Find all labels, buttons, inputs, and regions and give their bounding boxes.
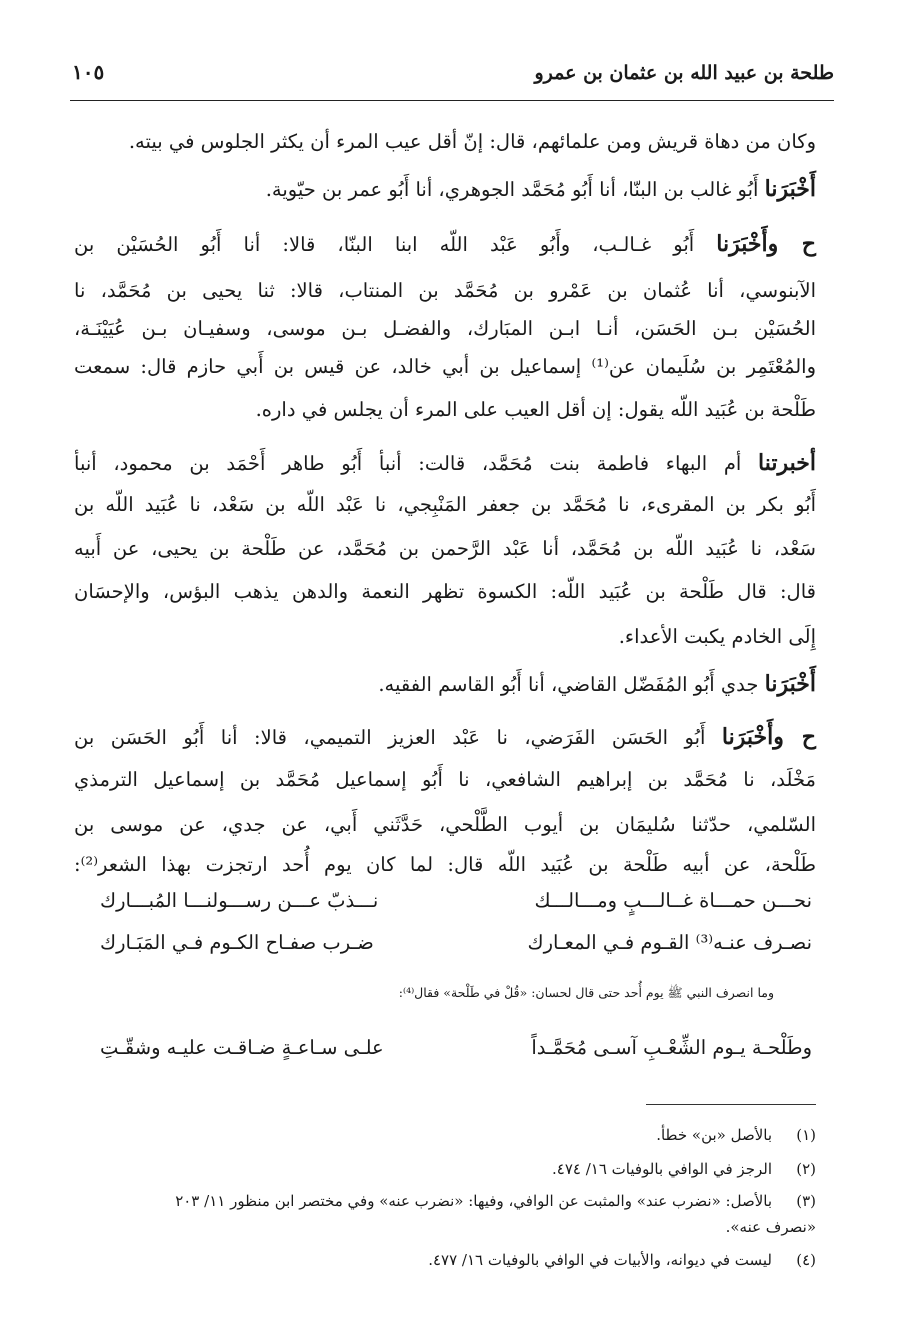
body-line (74, 766, 816, 793)
body-line (74, 353, 816, 380)
line-text: طَلْحة بن عُبَيد اللّه يقول: إن أقل العيب على المرء أن يجلس في داره. (255, 398, 816, 421)
line-text: أم البهاء فاطمة بنت مُحَمَّد، قالت: أنبأ أَبُو طاهر أَحْمَد بن محمود، أنبأ (74, 452, 759, 475)
page-number: ١٠٥ (72, 60, 105, 84)
line-text: إِلَى الخادم يكبت الأعداء. (618, 625, 816, 648)
paragraph-lead: أَخْبَرَنا (764, 176, 816, 202)
verse-hemistich-right: نحـــن حمـــاة غــالـــبٍ ومـــالـــك (534, 889, 812, 912)
footnote (70, 1159, 816, 1179)
running-title: طلحة بن عبيد الله بن عثمان بن عمرو (534, 62, 834, 84)
footnote (70, 1191, 816, 1211)
footnote-text: بالأصل: «نضرب عند» والمثبت عن الوافي، وفيها: «نضرب عنه» وفي مختصر ابن منظور ١١/ ٢٠٣ (175, 1192, 772, 1210)
line-text: طَلْحة، عن أبيه طَلْحة بن عُبَيد اللّه قال: لما كان يوم أُحد ارتجزت بهذا الشعر⁽²⁾: (74, 853, 816, 876)
paragraph-lead: أَخْبَرَنا (764, 671, 816, 697)
footnote-text: ليست في ديوانه، والأبيات في الوافي بالوفيات ١٦/ ٤٧٧. (428, 1251, 772, 1269)
verse-hemistich-left: ضـرب صفـاح الكـوم فـي المَبَـارك (100, 931, 374, 954)
verse-hemistich-left: علـى سـاعـةٍ ضـاقـت عليـه وشقّـتِ (100, 1036, 384, 1059)
line-text: وكان من دهاة قريش ومن علمائهم، قال: إنّ أقل عيب المرء أن يكثر الجلوس في بيته. (128, 130, 816, 153)
body-line (74, 491, 816, 518)
body-line (74, 578, 816, 605)
verse-hemistich-right: وطَلْحـة يـوم الشِّعْـبِ آسـى مُحَمَّـداً (531, 1036, 812, 1059)
body-line (74, 396, 816, 423)
body-line (74, 176, 816, 203)
footnote-separator (646, 1104, 816, 1105)
line-text: الحُسَيْن بـن الحَسَن، أنـا ابـن المبَارك، والفضـل بـن موسى، وسفيـان بـن عُيَيْنَـة، (74, 317, 816, 340)
body-line (74, 315, 816, 342)
body-line (74, 671, 816, 698)
footnote-text: الرجز في الوافي بالوفيات ١٦/ ٤٧٤. (552, 1160, 772, 1178)
line-text: والمُعْتَمِر بن سُلَيمان عن⁽¹⁾ إسماعيل بن أبي خالد، عن قيس بن أَبي حازم قال: سمعت (74, 355, 816, 378)
footnote (70, 1250, 816, 1270)
verse-hemistich-right: نصـرف عنـه⁽³⁾ القـوم فـي المعـارك (527, 931, 812, 954)
footnote-text: بالأصل «بن» خطأ. (656, 1126, 772, 1144)
page-header (70, 58, 834, 101)
paragraph-lead: ح وأَخْبَرَنا (716, 231, 816, 257)
line-text: سَعْد، نا عُبَيد اللّه بن مُحَمَّد، أنا عَبْد الرَّحمن بن مُحَمَّد، عن طَلْحة بن يحيى، عن أَبيه (74, 537, 816, 560)
line-text: قال: قال طَلْحة بن عُبَيد اللّه: الكسوة تظهر النعمة والدهن يذهب البؤس، والإحسَان (74, 580, 816, 603)
line-text: أَبُو الحَسَن الفَرَضي، نا عَبْد العزيز التميمي، قالا: أنا أَبُو الحَسَن بن (74, 726, 722, 749)
body-line (74, 851, 816, 878)
body-line (74, 231, 816, 258)
body-line (74, 128, 816, 155)
body-line (74, 450, 816, 477)
line-text: السّلمي، حدّثنا سُليمَان بن أيوب الطَّلْحي، حَدَّثَني أَبي، عن جدي، عن موسى بن (74, 813, 816, 836)
body-line (74, 535, 816, 562)
body-line (74, 724, 816, 751)
body-line (74, 623, 816, 650)
line-text: أَبُو غالب بن البنّا، أنا أَبُو مُحَمَّد الجوهري، أنا أَبُو عمر بن حيّوية. (265, 178, 765, 201)
footnote-number: (٣) (796, 1192, 816, 1210)
footnote-number: (٤) (796, 1251, 816, 1269)
body-line (74, 811, 816, 838)
body-line (74, 277, 816, 304)
footnote (70, 1125, 816, 1145)
line-text: الآبنوسي، أنا عُثمان بن عَمْرو بن مُحَمَّد بن المنتاب، قالا: ثنا يحيى بن مُحَمَّد، نا (74, 279, 816, 302)
narrative-line: وما انصرف النبي ﷺ يوم أُحد حتى قال لحسان: «قُلْ في طَلْحة» فقال⁽⁴⁾: (398, 985, 774, 1000)
line-text: مَخْلَد، نا مُحَمَّد بن إبراهيم الشافعي، نا أَبُو إسماعيل مُحَمَّد بن إسماعيل الترمذي (74, 768, 816, 791)
footnote-number: (٢) (796, 1160, 816, 1178)
footnote-continuation: «نصرف عنه». (725, 1218, 816, 1236)
verse-hemistich-left: نـــذبّ عـــن رســـولنـــا المُبـــارك (100, 889, 379, 912)
footnote-number: (١) (796, 1126, 816, 1144)
paragraph-lead: أخبرتنا (758, 450, 816, 476)
paragraph-lead: ح وأَخْبَرَنا (721, 724, 816, 750)
line-text: جدي أَبُو المُفَضّل القاضي، أنا أَبُو القاسم الفقيه. (378, 673, 765, 696)
line-text: أَبُو بكر بن المقرىء، نا مُحَمَّد بن جعفر المَنْبِجي، نا عَبْد اللّه بن سَعْد، نا عُبَيد اللّه بن (74, 493, 816, 516)
line-text: أَبُو غـالـب، وأَبُو عَبْد اللّه ابنا البنّا، قالا: أنا أَبُو الحُسَيْن بن (74, 233, 717, 256)
